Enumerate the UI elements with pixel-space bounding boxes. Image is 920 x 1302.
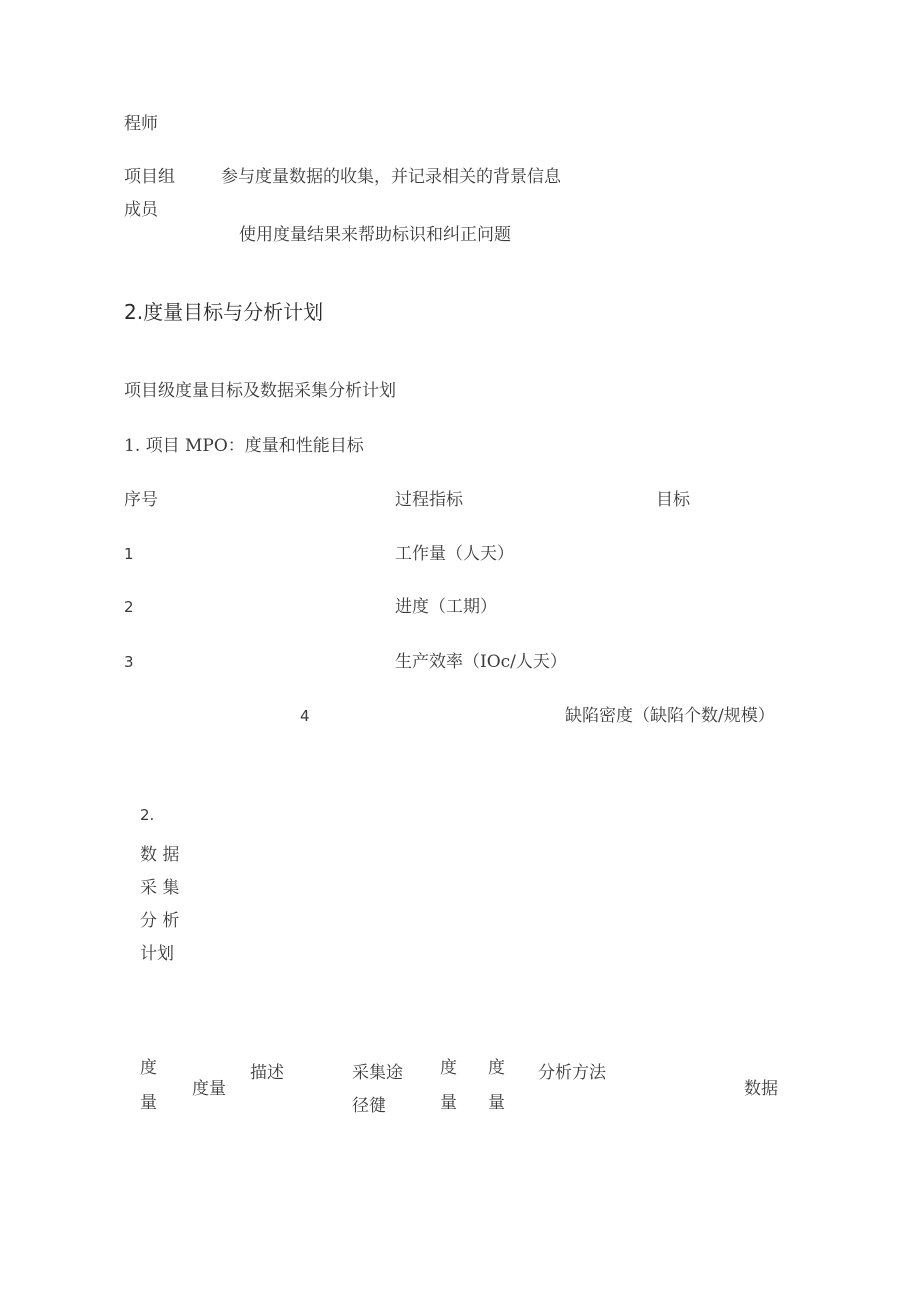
mpo-row-indicator: 生产效率（IOc/人天） <box>395 652 567 672</box>
mpo-heading: 1. 项目 MPO：度量和性能目标 <box>124 436 364 456</box>
plan-heading-line: 分 析 <box>140 911 180 931</box>
plan-heading-line: 数 据 <box>140 845 180 865</box>
plan-heading-line: 计划 <box>140 944 174 964</box>
section-title: 2.度量目标与分析计划 <box>124 300 324 324</box>
mpo-row-indicator: 进度（工期） <box>395 597 497 617</box>
role-duty-2: 使用度量结果来帮助标识和纠正问题 <box>239 225 511 245</box>
plan-col-data: 数据 <box>744 1079 778 1099</box>
plan-heading-number: 2. <box>140 806 155 824</box>
role-name-line2: 成员 <box>124 200 158 220</box>
role-duty-1: 参与度量数据的收集，并记录相关的背景信息 <box>221 167 561 187</box>
plan-col-collection-a: 采集途 <box>352 1063 403 1083</box>
plan-col-description: 描述 <box>250 1063 284 1083</box>
mpo-header-no: 序号 <box>124 490 158 510</box>
mpo-header-target: 目标 <box>656 490 690 510</box>
plan-col-measure2-b: 量 <box>440 1093 457 1113</box>
mpo-header-indicator: 过程指标 <box>395 490 463 510</box>
plan-col-collection-b: 径徤 <box>352 1096 386 1116</box>
mpo-row-no: 2 <box>124 598 134 616</box>
plan-col-measure2-a: 度 <box>440 1058 457 1078</box>
plan-col-analysis-method: 分析方法 <box>538 1063 606 1083</box>
subtitle: 项目级度量目标及数据采集分析计划 <box>124 381 396 401</box>
mpo-row-no: 1 <box>124 545 134 563</box>
plan-heading-line: 采 集 <box>140 878 180 898</box>
role-name-line1: 项目组 <box>124 167 175 187</box>
mpo-row-no: 4 <box>300 707 310 725</box>
plan-col-measure-name: 度量 <box>192 1079 226 1099</box>
mpo-row-no: 3 <box>124 653 134 671</box>
mpo-row-indicator: 缺陷密度（缺陷个数/规模） <box>565 706 775 726</box>
role-tail-text: 程师 <box>124 114 158 134</box>
mpo-row-indicator: 工作量（人天） <box>395 544 514 564</box>
plan-col-measure3-b: 量 <box>488 1093 505 1113</box>
plan-col-measure3-a: 度 <box>488 1058 505 1078</box>
plan-col-measure-a: 度 <box>140 1058 157 1078</box>
plan-col-measure-b: 量 <box>140 1093 157 1113</box>
